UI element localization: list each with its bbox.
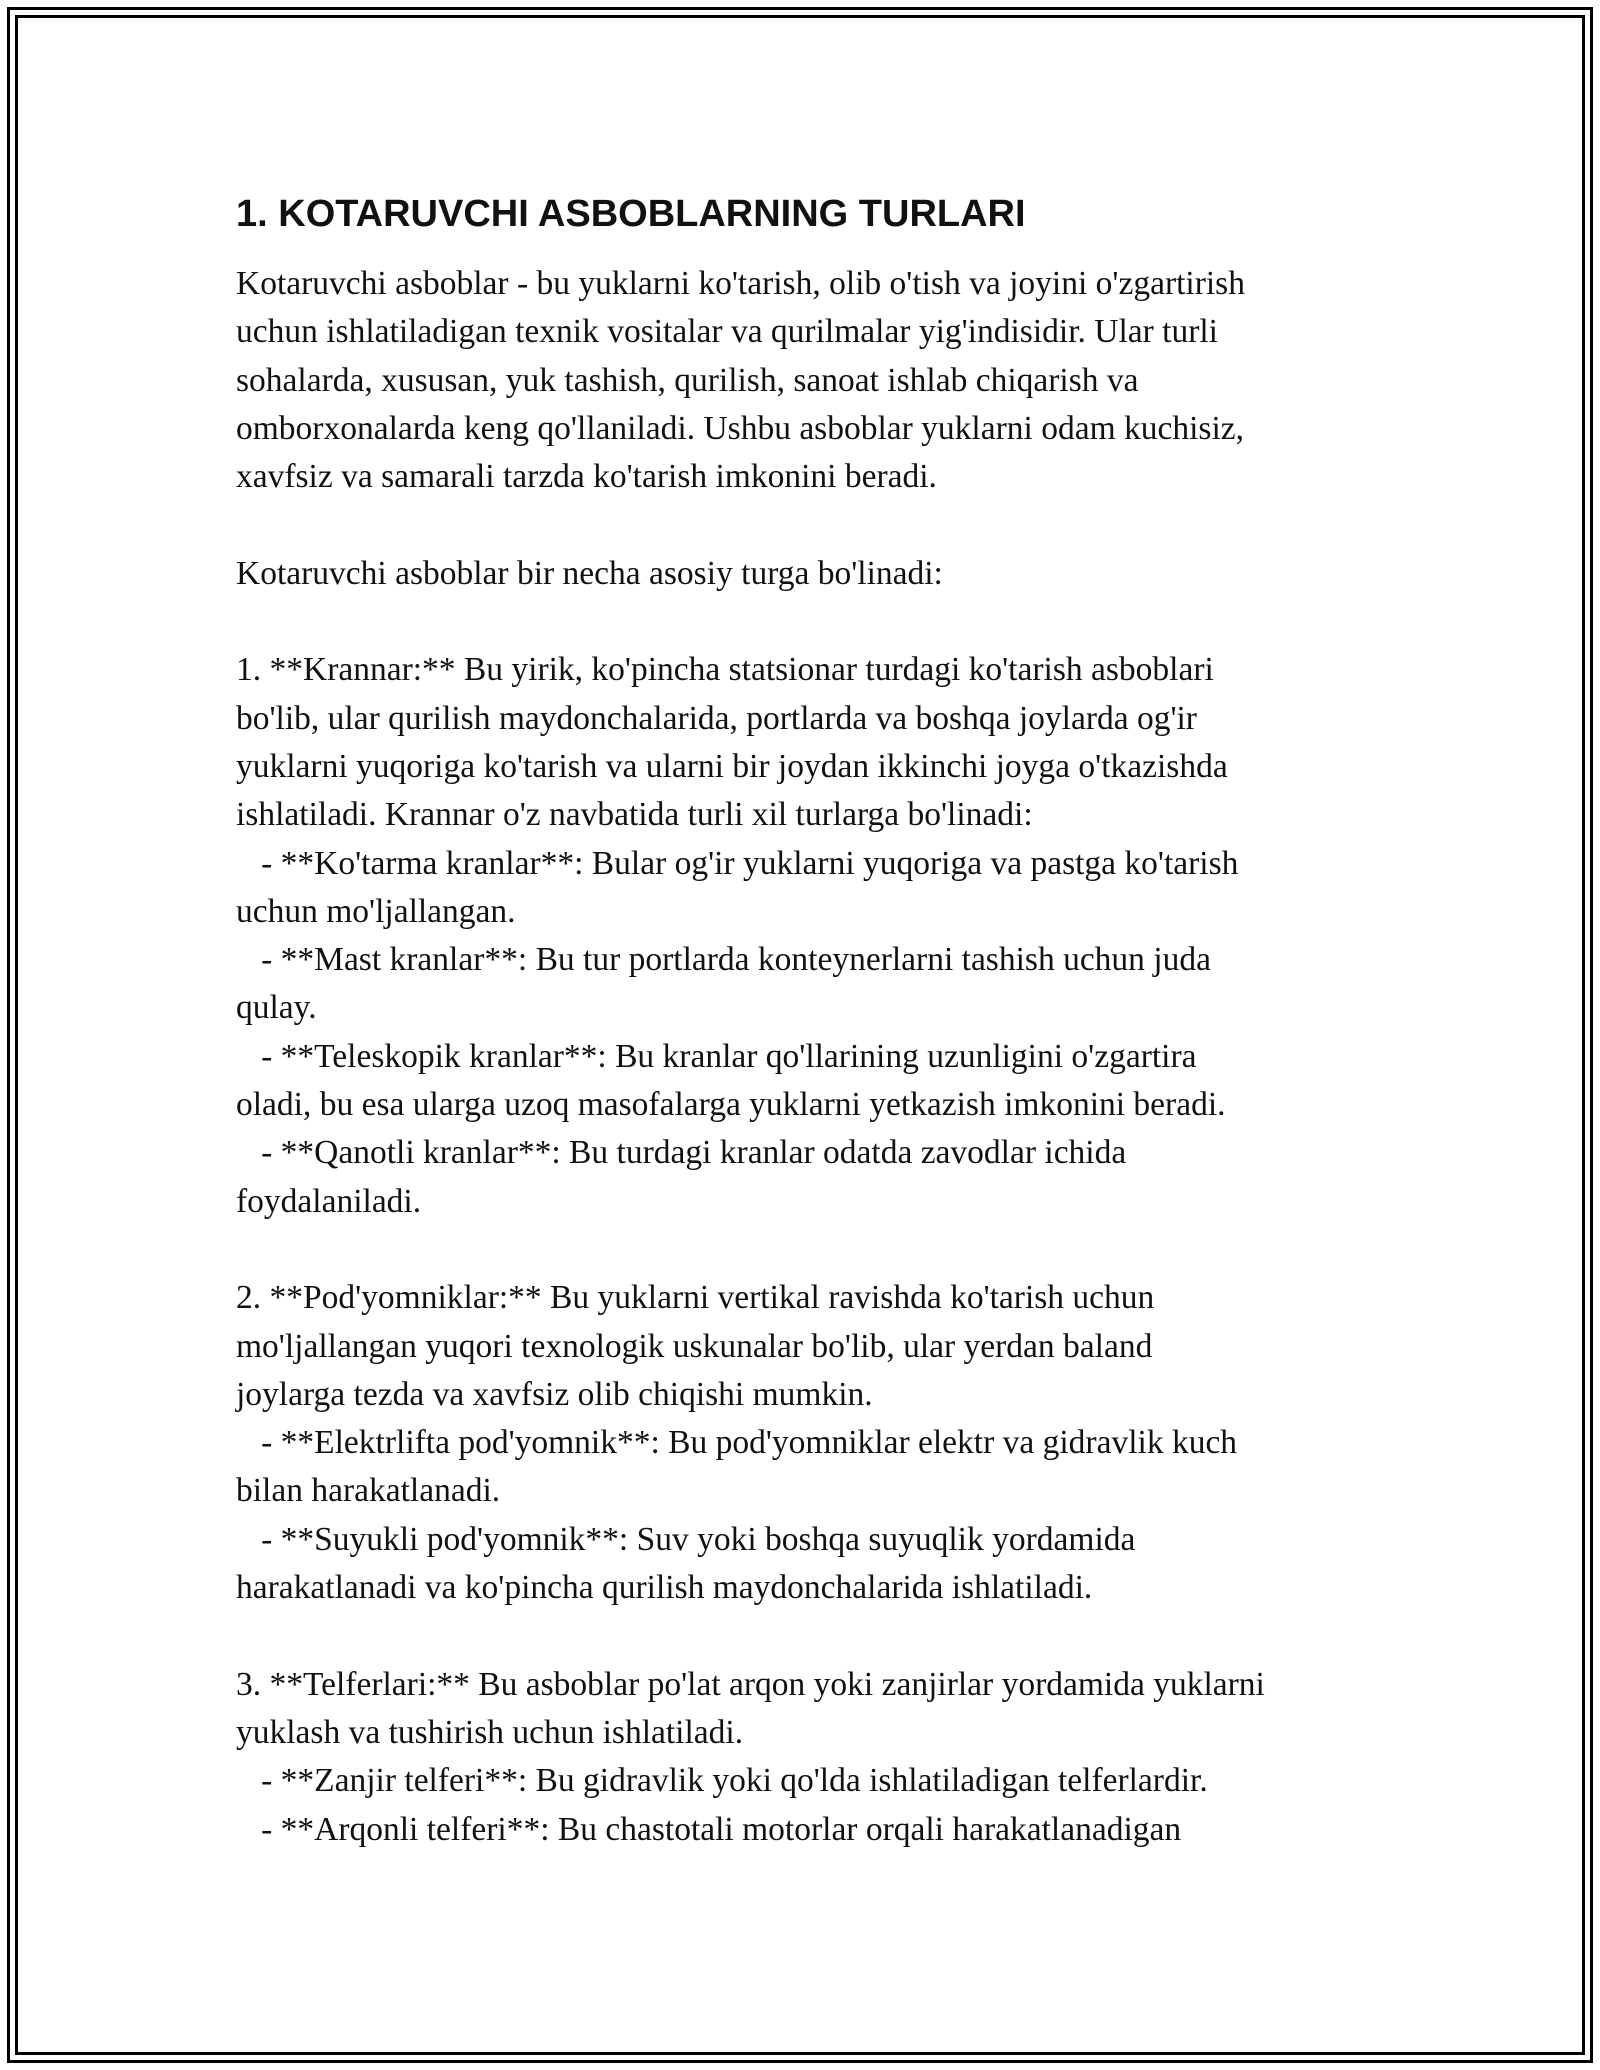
text-line: - **Ko'tarma kranlar**: Bular og'ir yuklarni yuqoriga va pastga ko'tarish (236, 844, 1239, 882)
document-body (236, 190, 1386, 1854)
text-line: yuklarni yuqoriga ko'tarish va ularni bir joydan ikkinchi joyga o'tkazishda (236, 747, 1228, 785)
text-line: uchun ishlatiladigan texnik vositalar va qurilmalar yig'indisidir. Ular turli (236, 313, 1218, 351)
text-line: qulay. (236, 989, 317, 1027)
text-line: - **Arqonli telferi**: Bu chastotali motorlar orqali harakatlanadigan (236, 1810, 1182, 1848)
text-line: uchun mo'ljallangan. (236, 892, 516, 930)
text-line: 2. **Pod'yomniklar:** Bu yuklarni vertikal ravishda ko'tarish uchun (236, 1279, 1155, 1317)
blank-line (236, 1226, 1386, 1274)
text-line: omborxonalarda keng qo'llaniladi. Ushbu asboblar yuklarni odam kuchisiz, (236, 409, 1245, 447)
text-line: Kotaruvchi asboblar - bu yuklarni ko'tarish, olib o'tish va joyini o'zgartirish (236, 265, 1245, 302)
text-line: Kotaruvchi asboblar bir necha asosiy turga bo'linadi: (236, 554, 943, 592)
text-line: - **Qanotli kranlar**: Bu turdagi kranlar odatda zavodlar ichida (236, 1134, 1127, 1172)
document-title: 1. KOTARUVCHI ASBOBLARNING TURLARI (236, 193, 1026, 235)
blank-line (236, 1612, 1386, 1660)
blank-line (236, 598, 1386, 646)
text-line: foydalaniladi. (236, 1182, 422, 1220)
text-line: - **Teleskopik kranlar**: Bu kranlar qo'llarining uzunligini o'zgartira (236, 1037, 1197, 1075)
text-line: - **Zanjir telferi**: Bu gidravlik yoki qo'lda ishlatiladigan telferlardir. (236, 1762, 1208, 1800)
text-line: - **Elektrlifta pod'yomnik**: Bu pod'yomniklar elektr va gidravlik kuch (236, 1424, 1238, 1462)
text-line: sohalarda, xususan, yuk tashish, qurilish, sanoat ishlab chiqarish va (236, 361, 1139, 399)
text-line: joylarga tezda va xavfsiz olib chiqishi mumkin. (236, 1375, 873, 1413)
text-line: - **Mast kranlar**: Bu tur portlarda konteynerlarni tashish uchun juda (236, 941, 1211, 979)
text-line: bo'lib, ular qurilish maydonchalarida, portlarda va boshqa joylarda og'ir (236, 699, 1197, 737)
blank-line (236, 501, 1386, 549)
text-line: yuklash va tushirish uchun ishlatiladi. (236, 1713, 744, 1751)
text-line: bilan harakatlanadi. (236, 1472, 501, 1510)
text-line: mo'ljallangan yuqori texnologik uskunalar bo'lib, ular yerdan baland (236, 1327, 1153, 1365)
text-line: 1. **Krannar:** Bu yirik, ko'pincha statsionar turdagi ko'tarish asboblari (236, 651, 1214, 689)
text-line: 3. **Telferlari:** Bu asboblar po'lat arqon yoki zanjirlar yordamida yuklarni (236, 1665, 1265, 1703)
text-line: xavfsiz va samarali tarzda ko'tarish imkonini beradi. (236, 458, 937, 496)
document-text (236, 260, 1386, 1854)
text-line: - **Suyukli pod'yomnik**: Suv yoki boshqa suyuqlik yordamida (236, 1520, 1136, 1558)
text-line: ishlatiladi. Krannar o'z navbatida turli xil turlarga bo'linadi: (236, 796, 1033, 834)
text-line: oladi, bu esa ularga uzoq masofalarga yuklarni yetkazish imkonini beradi. (236, 1086, 1226, 1124)
text-line: harakatlanadi va ko'pincha qurilish maydonchalarida ishlatiladi. (236, 1569, 1093, 1607)
